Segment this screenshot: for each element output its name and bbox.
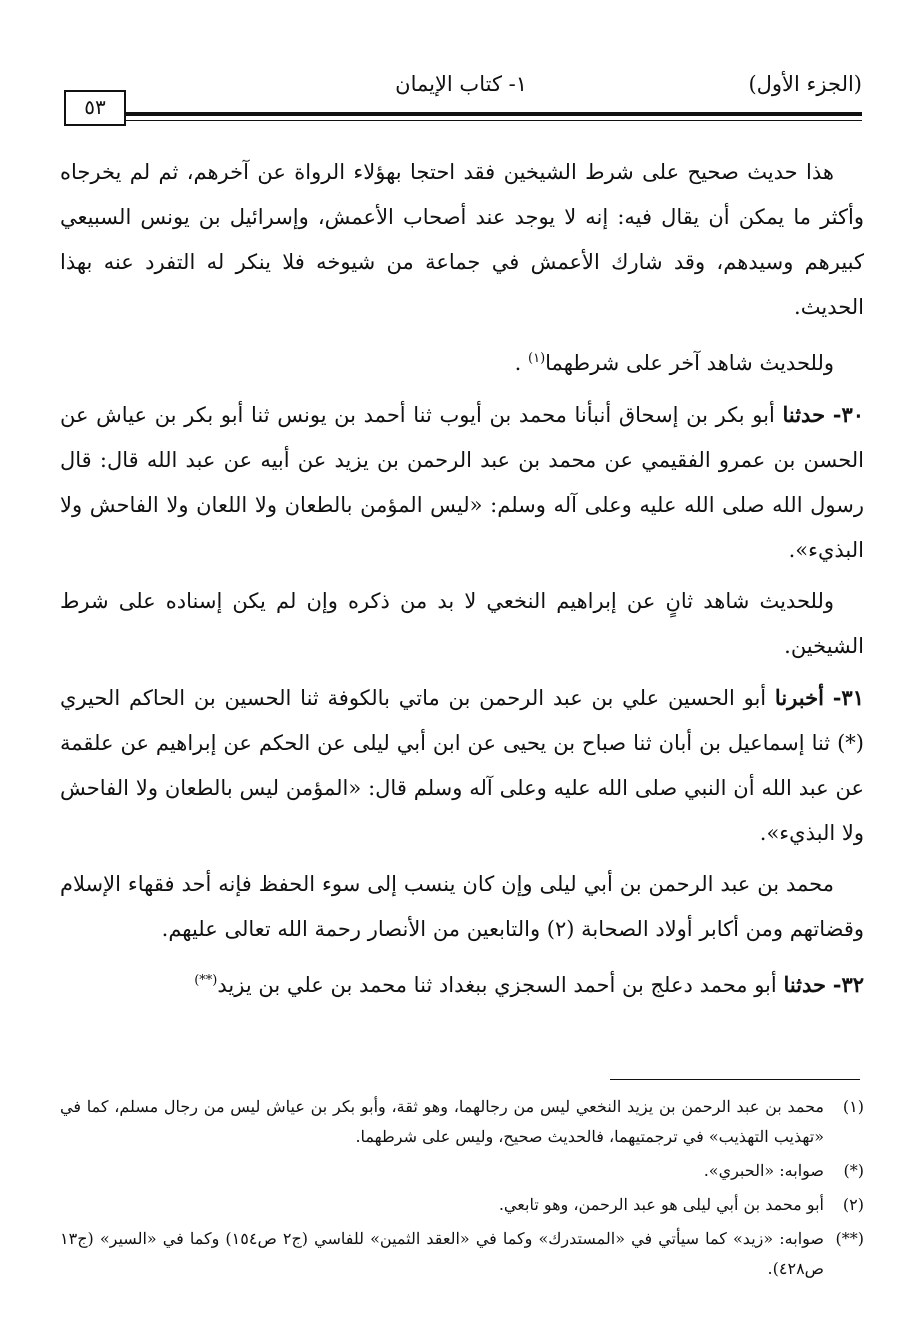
footnote-mark: (٢) — [842, 1195, 864, 1214]
footnote-mark: (**) — [835, 1229, 864, 1248]
paragraph-text: أبو محمد دعلج بن أحمد السجزي ببغداد ثنا محمد بن علي بن يزيد — [217, 973, 777, 997]
footnote — [60, 1224, 864, 1284]
paragraph-text: محمد بن عبد الرحمن بن أبي ليلى وإن كان ينسب إلى سوء الحفظ فإنه أحد فقهاء الإسلام وقضاتهم ومن أكابر أولاد الصحابة (٢) والتابعين من الأنصار رحمة الله تعالى عليهم. — [60, 872, 864, 941]
hadith-lead: حدثنا — [783, 972, 827, 997]
hadith-lead: أخبرنا — [774, 685, 824, 710]
page-number: ٥٣ — [64, 90, 126, 126]
footnote-text: أبو محمد بن أبي ليلى هو عبد الرحمن، وهو تابعي. — [498, 1195, 824, 1214]
hadith-number: ٣١- — [832, 685, 864, 710]
footnote — [60, 1190, 864, 1220]
footnote-mark: (*) — [843, 1161, 864, 1180]
paragraph — [60, 862, 864, 952]
paragraph: وللحديث شاهد آخر على شرطهما$^{(١)}$ . — [514, 351, 834, 375]
paragraph-text: أبو الحسين علي بن عبد الرحمن بن ماتي بالكوفة ثنا الحسين بن الحاكم الحيري (*) ثنا إسماعيل بن أبان ثنا صباح بن يحيى عن ابن أبي ليلى عن الحكم عن إبراهيم عن علقمة عن عبد الله أن النبي صلى الله عليه وعلى آله وسلم قال: «المؤمن ليس بالطعان ولا الفاحش ولا البذيء». — [60, 686, 864, 845]
paragraph-text: هذا حديث صحيح على شرط الشيخين فقد احتجا بهؤلاء الرواة عن آخرهم، ثم لم يخرجاه وأكثر ما يمكن أن يقال فيه: إنه لا يوجد عند أصحاب الأعمش، وإسرائيل بن يونس السبيعي كبيرهم وسيدهم، وقد شارك الأعمش في جماعة من شيوخه فلا ينكر له التفرد عنه بهذا الحديث. — [60, 160, 864, 319]
hadith-paragraph — [60, 392, 864, 573]
paragraph — [60, 579, 864, 669]
footnote — [60, 1156, 864, 1186]
footnote-text: صوابه: «الحبري». — [703, 1161, 824, 1180]
footnote — [60, 1092, 864, 1152]
header-rule-thin — [124, 120, 862, 121]
footnote-ref: (١) — [528, 351, 546, 366]
footnote-text: صوابه: «زيد» كما سيأتي في «المستدرك» وكما في «العقد الثمين» للفاسي (ج٢ ص١٥٤) وكما في «السير» (ج١٣ ص٤٢٨). — [60, 1229, 824, 1278]
hadith-number: ٣٢- — [832, 972, 864, 997]
footnote-mark: (١) — [842, 1097, 864, 1116]
footnotes — [60, 1092, 864, 1288]
chapter-title: ١- كتاب الإيمان — [395, 72, 527, 96]
paragraph-text: أبو بكر بن إسحاق أنبأنا محمد بن أيوب ثنا أحمد بن يونس ثنا أبو بكر بن عياش عن الحسن بن عمرو الفقيمي عن محمد بن عبد الرحمن بن يزيد عن أبيه عن عبد الله قال: قال رسول الله صلى الله عليه وعلى آله وسلم: «ليس المؤمن بالطعان ولا اللعان ولا الفاحش ولا البذيء». — [60, 403, 864, 562]
footnote-text: محمد بن عبد الرحمن بن يزيد النخعي ليس من رجالهما، وهو ثقة، وأبو بكر بن عياش ليس من رجال مسلم، كما في «تهذيب التهذيب» في ترجمتيهما، فالحديث صحيح، وليس على شرطهما. — [60, 1097, 824, 1146]
page-header — [64, 72, 862, 132]
hadith-paragraph — [60, 675, 864, 856]
header-rule-thick — [124, 112, 862, 116]
footnote-ref: (**) — [194, 973, 218, 988]
volume-label: (الجزء الأول) — [748, 72, 862, 96]
body-text — [60, 150, 864, 1014]
paragraph-text: وللحديث شاهد آخر على شرطهما — [545, 351, 834, 375]
hadith-paragraph — [60, 958, 864, 1008]
hadith-lead: حدثنا — [782, 402, 826, 427]
paragraph — [60, 150, 864, 330]
paragraph-text: وللحديث شاهد ثانٍ عن إبراهيم النخعي لا بد من ذكره وإن لم يكن إسناده على شرط الشيخين. — [60, 589, 864, 658]
hadith-number: ٣٠- — [832, 402, 864, 427]
footnote-separator — [610, 1079, 860, 1080]
